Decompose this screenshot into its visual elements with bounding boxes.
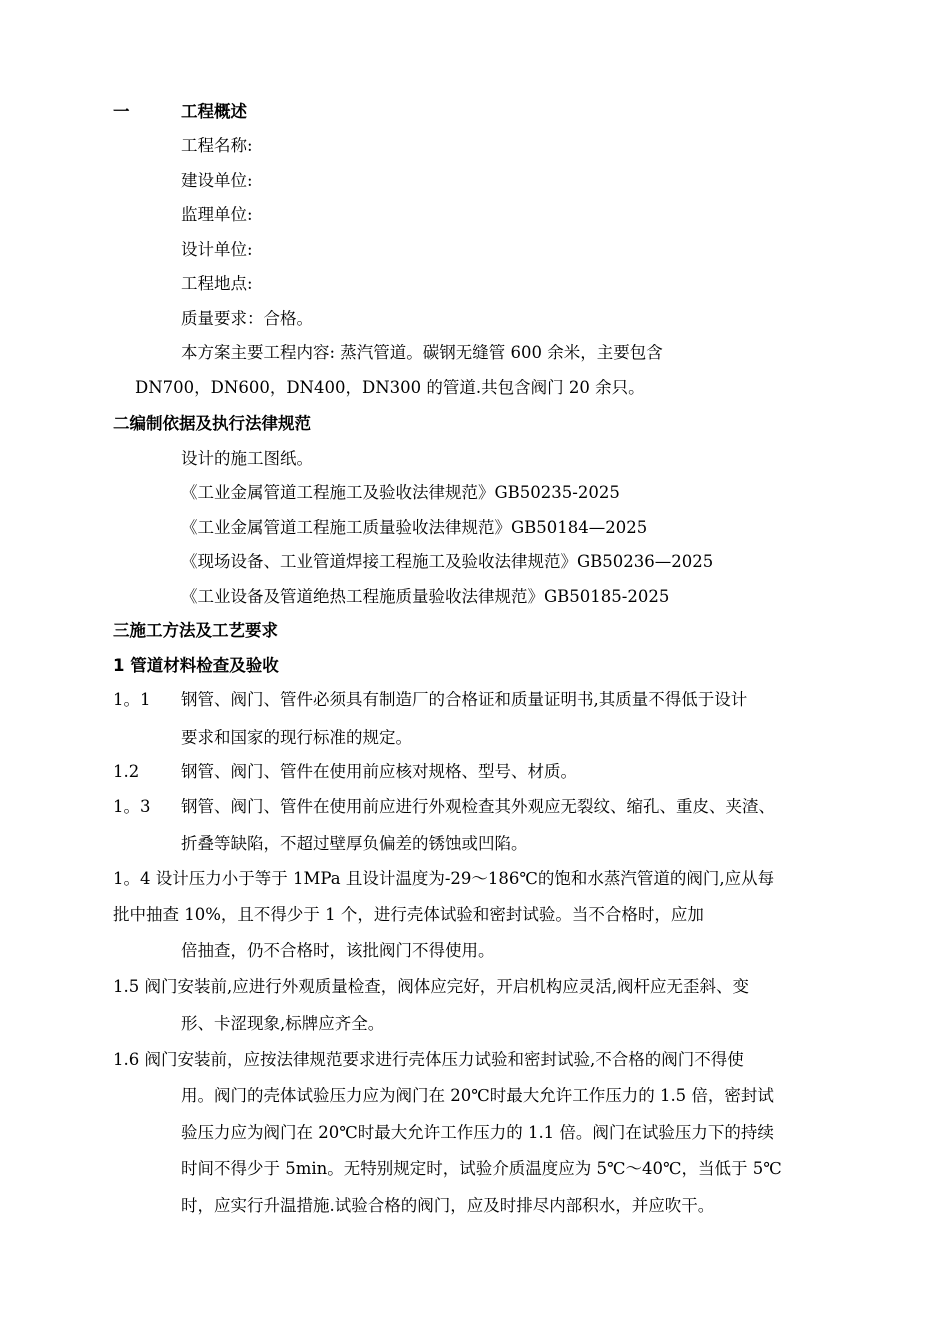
clause-1-4-line-3: 倍抽查，仍不合格时，该批阀门不得使用。 <box>181 941 495 960</box>
clause-1-3-line-1: 钢管、阀门、管件在使用前应进行外观检查其外观应无裂纹、缩孔、重皮、夹渣、 <box>181 797 775 816</box>
basis-item-3: 《工业金属管道工程施工质量验收法律规范》GB50184—2025 <box>181 518 648 537</box>
field-builder: 建设单位: <box>181 171 253 190</box>
basis-item-5: 《工业设备及管道绝热工程施质量验收法律规范》GB50185-2025 <box>181 587 670 606</box>
basis-item-2: 《工业金属管道工程施工及验收法律规范》GB50235-2025 <box>181 483 620 502</box>
clause-1-6-line-2: 用。阀门的壳体试验压力应为阀门在 20℃时最大允许工作压力的 1.5 倍，密封试 <box>181 1086 774 1105</box>
clause-1-5-line-1: 1.5 阀门安装前,应进行外观质量检查，阀体应完好，开启机构应灵活,阀杆应无歪斜、变 <box>113 977 749 996</box>
section3-subtitle: 1 管道材料检查及验收 <box>113 656 279 675</box>
clause-1-2-line-1: 钢管、阀门、管件在使用前应核对规格、型号、材质。 <box>181 762 577 781</box>
clause-1-6-line-1: 1.6 阀门安装前，应按法律规范要求进行壳体压力试验和密封试验,不合格的阀门不得使 <box>113 1050 744 1069</box>
field-location: 工程地点: <box>181 274 253 293</box>
field-supervisor: 监理单位: <box>181 205 253 224</box>
clause-1-3-number: 1。3 <box>113 797 151 816</box>
clause-1-6-line-4: 时间不得少于 5min。无特别规定时，试验介质温度应为 5℃～40℃，当低于 5℃ <box>181 1159 782 1178</box>
clause-1-1-line-2: 要求和国家的现行标准的规定。 <box>181 728 412 747</box>
section1-number: 一 <box>113 102 130 121</box>
clause-1-4-line-1: 1。4 设计压力小于等于 1MPa 且设计温度为-29～186℃的饱和水蒸汽管道的阀门,应从每 <box>113 869 775 888</box>
clause-1-4-line-2: 批中抽查 10%，且不得少于 1 个，进行壳体试验和密封试验。当不合格时，应加 <box>113 905 704 924</box>
clause-1-1-line-1: 钢管、阀门、管件必须具有制造厂的合格证和质量证明书,其质量不得低于设计 <box>181 690 748 709</box>
scope-line-2: DN700，DN600，DN400，DN300 的管道.共包含阀门 20 余只。 <box>135 378 645 397</box>
clause-1-2-number: 1.2 <box>113 762 140 781</box>
clause-1-5-line-2: 形、卡涩现象,标牌应齐全。 <box>181 1014 385 1033</box>
section2-title: 二编制依据及执行法律规范 <box>113 414 311 433</box>
basis-item-4: 《现场设备、工业管道焊接工程施工及验收法律规范》GB50236—2025 <box>181 552 714 571</box>
section3-title: 三施工方法及工艺要求 <box>113 621 278 640</box>
clause-1-1-number: 1。1 <box>113 690 151 709</box>
field-project-name: 工程名称: <box>181 136 253 155</box>
clause-1-6-line-5: 时，应实行升温措施.试验合格的阀门，应及时排尽内部积水，并应吹干。 <box>181 1196 715 1215</box>
section1-title: 工程概述 <box>181 102 247 121</box>
clause-1-6-line-3: 验压力应为阀门在 20℃时最大允许工作压力的 1.1 倍。阀门在试验压力下的持续 <box>181 1123 774 1142</box>
field-designer: 设计单位: <box>181 240 253 259</box>
scope-line-1: 本方案主要工程内容: 蒸汽管道。碳钢无缝管 600 余米，主要包含 <box>181 343 663 362</box>
basis-item-1: 设计的施工图纸。 <box>181 449 313 468</box>
field-quality: 质量要求：合格。 <box>181 309 313 328</box>
clause-1-3-line-2: 折叠等缺陷，不超过壁厚负偏差的锈蚀或凹陷。 <box>181 834 528 853</box>
